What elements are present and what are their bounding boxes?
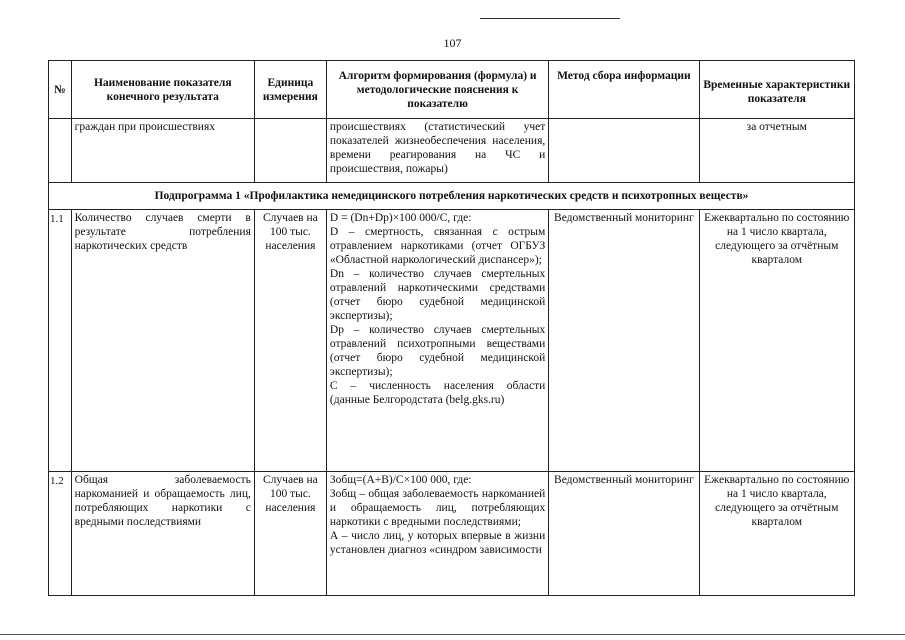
page-number: 107 xyxy=(443,36,462,50)
table-row xyxy=(49,472,855,596)
table-row xyxy=(49,119,855,183)
row-name: Общая заболеваемость наркоманией и обращаемость лиц, потребляющих наркотики с вредными последствиями xyxy=(71,472,254,596)
header-name: Наименование показателя конечного результата xyxy=(71,61,254,119)
indicators-table xyxy=(48,60,855,596)
header-method: Метод сбора информации xyxy=(549,61,699,119)
header-time: Временные характеристики показателя xyxy=(699,61,854,119)
header-row xyxy=(49,61,855,119)
row-unit: Случаев на 100 тыс. населения xyxy=(254,472,326,596)
row-name: Количество случаев смерти в результате потребления наркотических средств xyxy=(71,210,254,472)
row-method: Ведомственный мониторинг xyxy=(549,472,699,596)
row-time: Ежеквартально по состоянию на 1 число квартала, следующего за отчётным кварталом xyxy=(699,210,854,472)
row-algo: D = (Dn+Dp)×100 000/C, где: D – смертность, связанная с острым отравлением наркотиками (отчет ОГБУЗ «Областной наркологический диспансер»); Dn – количество случаев смертельных отравлений наркотическими средствами (отчет бюро судебной медицинской экспертизы); Dp – количество случаев смертельных отравлений психотропными веществами (отчет бюро судебной медицинской экспертизы); C – численность населения области (данные Белгородстата (belg.gks.ru) xyxy=(326,210,548,472)
cont-algo: происшествиях (статистический учет показателей жизнеобеспечения населения, времени реагирования на ЧС и происшествия, пожары) xyxy=(326,119,548,183)
subprogram-title: Подпрограмма 1 «Профилактика немедицинского потребления наркотических средств и психотропных веществ» xyxy=(49,183,855,210)
table-row xyxy=(49,210,855,472)
subprogram-row xyxy=(49,183,855,210)
top-rule xyxy=(480,18,620,19)
bottom-rule xyxy=(0,634,905,635)
header-algo: Алгоритм формирования (формула) и методологические пояснения к показателю xyxy=(326,61,548,119)
row-algo: Зобщ=(А+В)/С×100 000, где: Зобщ – общая заболеваемость наркоманией и обращаемость лиц, потребляющих наркотики с вредными последствиями; А – число лиц, у которых впервые в жизни установлен диагноз «синдром зависимости xyxy=(326,472,548,596)
row-unit: Случаев на 100 тыс. населения xyxy=(254,210,326,472)
row-time: Ежеквартально по состоянию на 1 число квартала, следующего за отчётным кварталом xyxy=(699,472,854,596)
cont-name: граждан при происшествиях xyxy=(71,119,254,183)
header-num: № xyxy=(49,61,72,119)
row-method: Ведомственный мониторинг xyxy=(549,210,699,472)
row-num: 1.2 xyxy=(49,472,72,596)
row-num: 1.1 xyxy=(49,210,72,472)
header-unit: Единица измерения xyxy=(254,61,326,119)
cont-time: за отчетным xyxy=(699,119,854,183)
